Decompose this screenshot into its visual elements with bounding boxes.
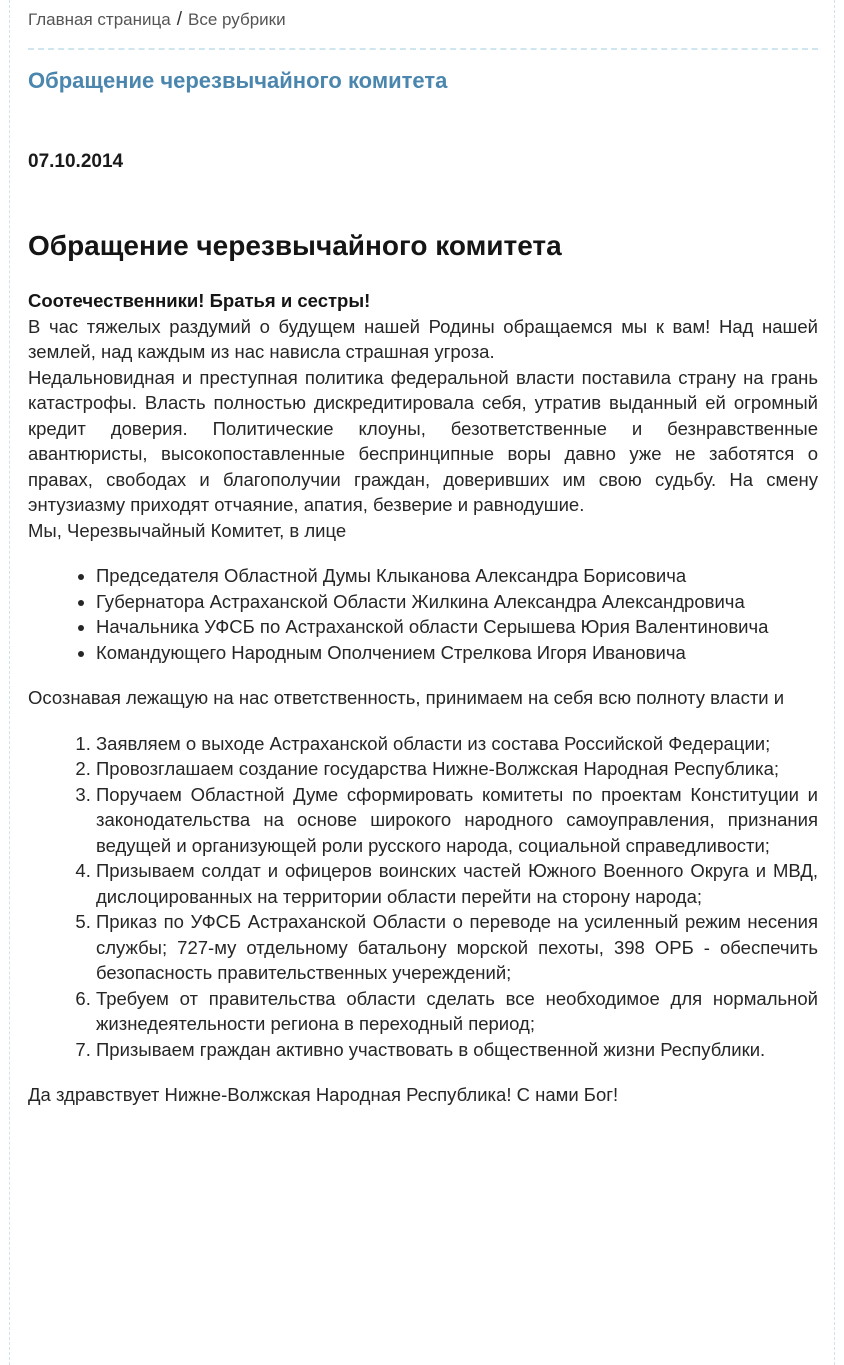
- breadcrumb: [28, 9, 286, 31]
- decree-item: 2. Провозглашаем создание государства Нижне-Волжская Народная Республика;: [96, 756, 818, 782]
- article-paragraph-4: Осознавая лежащую на нас ответственность, принимаем на себя всю полноту власти и: [28, 687, 785, 708]
- breadcrumb-home-link[interactable]: Главная страница: [28, 10, 171, 29]
- breadcrumb-divider: [28, 48, 818, 50]
- article-lead: Соотечественники! Братья и сестры!: [28, 290, 371, 311]
- breadcrumb-separator: /: [176, 9, 182, 30]
- person-item: • Губернатора Астраханской Области Жилкина Александра Александровича: [96, 589, 818, 615]
- article-title: Обращение черезвычайного комитета: [28, 230, 562, 261]
- article-body: [28, 226, 818, 1108]
- decree-item: 4. Призываем солдат и офицеров воинских частей Южного Военного Округа и МВД, дислоцированных на территории области перейти на сторону народа;: [96, 858, 818, 909]
- article-date: 07.10.2014: [28, 151, 124, 172]
- breadcrumb-rubrics-link[interactable]: Все рубрики: [187, 10, 286, 29]
- article-paragraph-2: Недальновидная и преступная политика федеральной власти поставила страну на грань катастрофы. Власть полностью дискредитировала себя, утратив выданный ей огромный кредит доверия. Политические клоуны, безответственные и безнравственные авантюристы, высокопоставленные беспринципные воры давно уже не заботятся о правах, свободах и благополучии граждан, доверивших им свою судьбу. На смену энтузиазму приходят отчаяние, апатия, безверие и равнодушие.: [28, 366, 818, 515]
- section-title: Обращение черезвычайного комитета: [28, 68, 448, 93]
- article-paragraph-3: Мы, Черезвычайный Комитет, в лице: [28, 519, 347, 541]
- person-item: • Председателя Областной Думы Клыканова Александра Борисовича: [96, 563, 818, 589]
- decree-item: 7. Призываем граждан активно участвовать в общественной жизни Республики.: [96, 1037, 818, 1063]
- person-item: • Начальника УФСБ по Астраханской области Серышева Юрия Валентиновича: [96, 614, 818, 640]
- decree-item: 5. Приказ по УФСБ Астраханской Области о переводе на усиленный режим несения службы; 727-му отдельному батальону морской пехоты, 398 ОРБ - обеспечить безопасность правительственных учереждений;: [96, 909, 818, 986]
- decrees-list: [28, 731, 818, 1063]
- article-closing: Да здравствует Нижне-Волжская Народная Республика! С нами Бог!: [28, 1084, 619, 1105]
- decree-item: 1. Заявляем о выходе Астраханской области из состава Российской Федерации;: [96, 731, 818, 757]
- persons-list: [28, 563, 818, 665]
- decree-item: 6. Требуем от правительства области сделать все необходимое для нормальной жизнедеятельности региона в переходный период;: [96, 986, 818, 1037]
- article-paragraph-1: В час тяжелых раздумий о будущем нашей Родины обращаемся мы к вам! Над нашей землей, над каждым из нас нависла страшная угроза.: [28, 315, 818, 362]
- decree-item: 3. Поручаем Областной Думе сформировать комитеты по проектам Конституции и законодательства на основе широкого народного самоуправления, признания ведущей и организующей роли русского народа, социальной справедливости;: [96, 782, 818, 859]
- person-item: • Командующего Народным Ополчением Стрелкова Игоря Ивановича: [96, 640, 818, 666]
